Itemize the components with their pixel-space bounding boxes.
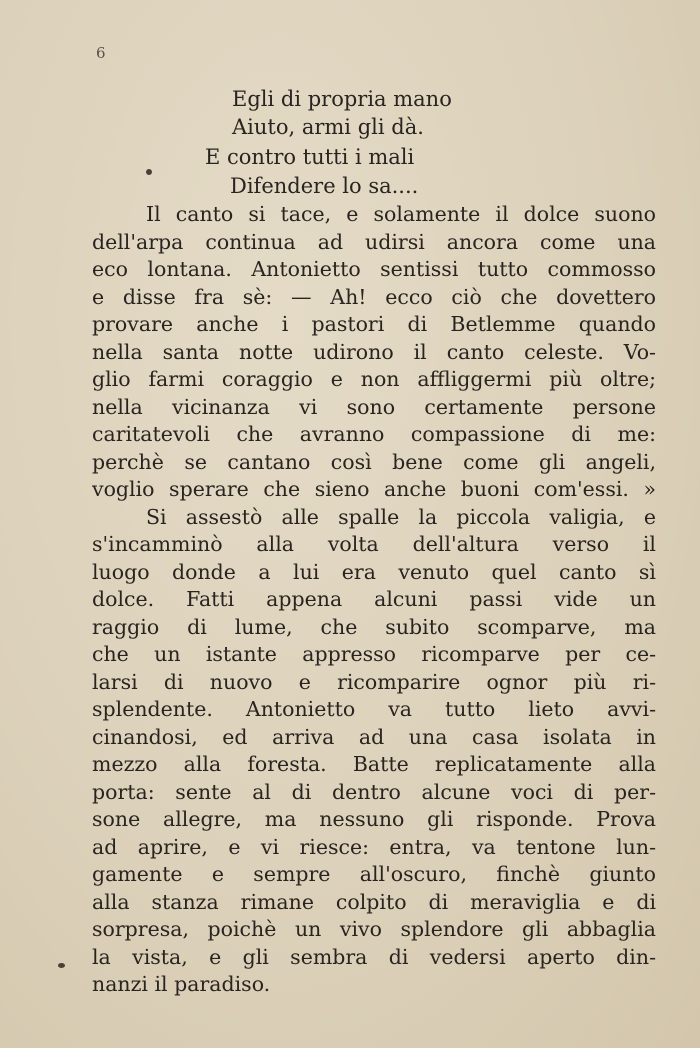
text-line: splendente. Antonietto va tutto lieto avvi-	[92, 697, 656, 721]
text-line: dell'arpa continua ad udirsi ancora come una	[92, 229, 656, 254]
text-line: larsi di nuovo e ricomparire ognor più ri-	[92, 669, 656, 694]
text-line: caritatevoli che avranno compassione di me:	[92, 422, 656, 446]
text-line: voglio sperare che sieno anche buoni com'essi. »	[92, 477, 656, 501]
verse-line: Aiuto, armi gli dà.	[232, 115, 424, 139]
text-line: dolce. Fatti appena alcuni passi vide un	[92, 587, 656, 611]
text-line: glio farmi coraggio e non affliggermi più oltre;	[92, 367, 656, 391]
verse-line: Egli di propria mano	[232, 87, 452, 111]
text-line: Si assestò alle spalle la piccola valigia, e	[146, 504, 656, 529]
text-line: perchè se cantano così bene come gli angeli,	[92, 449, 656, 474]
text-line: che un istante appresso ricomparve per ce-	[92, 642, 656, 666]
text-line: cinandosi, ed arriva ad una casa isolata in	[92, 724, 656, 749]
text-line: Il canto si tace, e solamente il dolce suono	[146, 202, 656, 226]
ink-speck	[146, 169, 152, 175]
text-line: nanzi il paradiso.	[92, 972, 271, 996]
text-line: raggio di lume, che subito scomparve, ma	[92, 614, 656, 639]
paragraph	[92, 201, 656, 504]
text-line: eco lontana. Antonietto sentissi tutto commosso	[92, 257, 656, 281]
text-line: porta: sente al di dentro alcune voci di per-	[92, 779, 656, 804]
ink-speck	[58, 963, 65, 968]
text-line: nella vicinanza vi sono certamente persone	[92, 394, 656, 419]
text-line: ad aprire, e vi riesce: entra, va tentone lun-	[92, 834, 656, 859]
verse-line: Difendere lo sa....	[230, 174, 419, 198]
text-line: sorpresa, poichè un vivo splendore gli abbaglia	[92, 917, 656, 941]
text-line: mezzo alla foresta. Batte replicatamente alla	[92, 752, 656, 776]
text-line: gamente e sempre all'oscuro, finchè giunto	[92, 862, 656, 886]
text-line: provare anche i pastori di Betlemme quando	[92, 312, 656, 336]
prose-body	[92, 201, 656, 999]
text-line: la vista, e gli sembra di vedersi aperto din-	[92, 944, 656, 969]
page-number: 6	[96, 44, 106, 62]
text-line: sone allegre, ma nessuno gli risponde. Prova	[92, 807, 656, 831]
verse-line: E contro tutti i mali	[205, 145, 415, 169]
text-line: e disse fra sè: — Ah! ecco ciò che dovettero	[92, 284, 656, 309]
paragraph	[92, 504, 656, 999]
text-line: luogo donde a lui era venuto quel canto sì	[92, 559, 656, 584]
text-line: s'incamminò alla volta dell'altura verso il	[92, 532, 656, 556]
text-line: alla stanza rimane colpito di meraviglia e di	[92, 889, 656, 914]
text-line: nella santa notte udirono il canto celeste. Vo-	[92, 339, 656, 364]
